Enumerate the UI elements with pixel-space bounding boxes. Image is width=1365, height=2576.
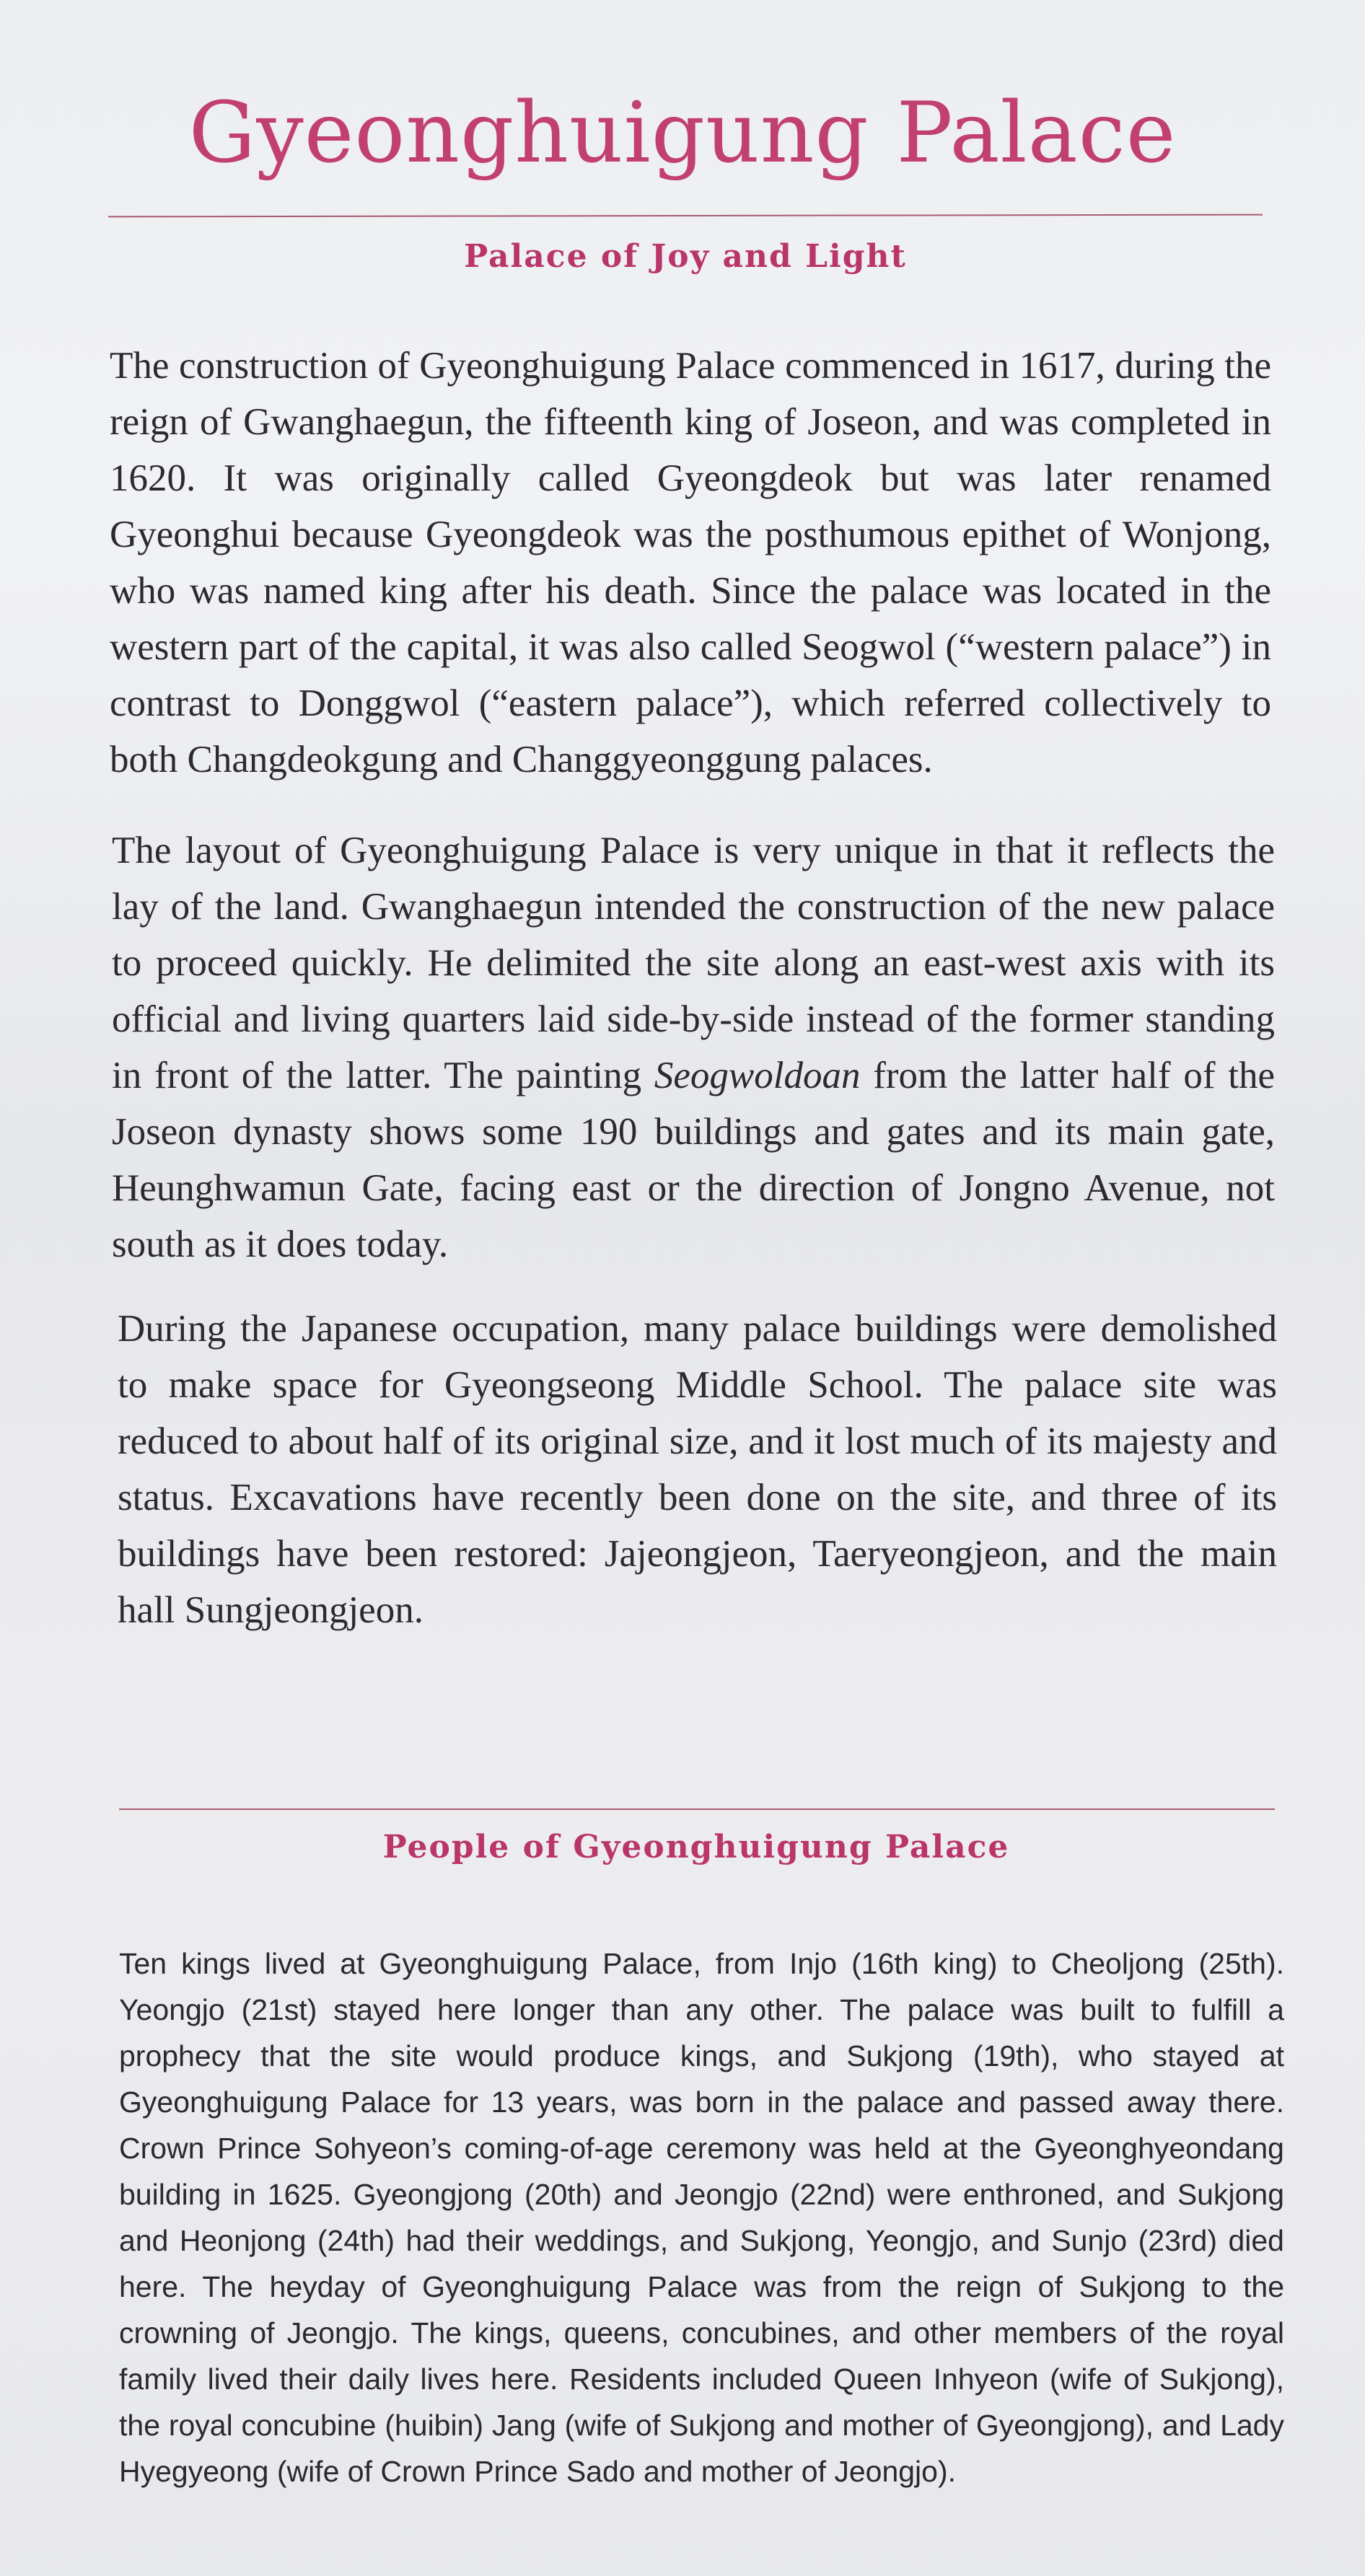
paragraph-people: Ten kings lived at Gyeonghuigung Palace, from Injo (16th king) to Cheoljong (25th). Yeongjo (21st) stayed here longer than any other. The palace was built to fulfill a prophecy that the site would produce kings, and Sukjong (19th), who stayed at Gyeonghuigung Palace for 13 years, was born in the palace and passed away there. Crown Prince Sohyeon’s coming-of-age ceremony was held at the Gyeonghyeondang building in 1625. Gyeongjong (20th) and Jeongjo (22nd) were enthroned, and Sukjong and Heonjong (24th) had their weddings, and Sukjong, Yeongjo, and Sunjo (23rd) died here. The heyday of Gyeonghuigung Palace was from the reign of Sukjong to the crowning of Jeongjo. The kings, queens, concubines, and other members of the royal family lived their daily lives here. Residents included Queen Inhyeon (wife of Sukjong), the royal concubine (huibin) Jang (wife of Sukjong and mother of Gyeongjong), and Lady Hyegyeong (wife of Crown Prince Sado and mother of Jeongjo).	[119, 1947, 1284, 2488]
paragraph-construction: The construction of Gyeonghuigung Palace commenced in 1617, during the reign of Gwanghaegun, the fifteenth king of Joseon, and was completed in 1620. It was originally called Gyeongdeok but was later renamed Gyeonghui because Gyeongdeok was the posthumous epithet of Wonjong, who was named king after his death. Since the palace was located in the western part of the capital, it was also called Seogwol (“western palace”) in contrast to Donggwol (“eastern palace”), which referred collectively to both Changdeokgung and Changgyeonggung palaces.	[110, 345, 1271, 781]
paragraph-layout	[112, 822, 1275, 1272]
painting-title: Seogwoldoan	[654, 1055, 861, 1096]
section-heading-people: People of Gyeonghuigung Palace	[382, 1829, 1010, 1865]
title-divider	[108, 214, 1263, 218]
section-heading-joy-and-light: Palace of Joy and Light	[464, 238, 907, 275]
paragraph-layout-text-end: from the latter half of the Joseon dynasty shows some 190 buildings and gates and its main gate, Heunghwamun Gate, facing east or the direction of Jongno Avenue, not south as it does today.	[112, 1055, 1275, 1265]
paragraph-occupation: During the Japanese occupation, many palace buildings were demolished to make space for Gyeongseong Middle School. The palace site was reduced to about half of its original size, and it lost much of its majesty and status. Excavations have recently been done on the site, and three of its buildings have been restored: Jajeongjeon, Taeryeongjeon, and the main hall Sungjeongjeon.	[118, 1308, 1277, 1631]
paragraph-layout-text-start: The layout of Gyeonghuigung Palace is very unique in that it reflects the lay of the land. Gwanghaegun intended the construction of the new palace to proceed quickly. He delimited the site along an east-west axis with its official and living quarters laid side-by-side instead of the former standing in front of the latter. The painting	[112, 830, 1275, 1096]
section-divider	[119, 1808, 1275, 1810]
sign-title: Gyeonghuigung Palace	[188, 84, 1177, 182]
